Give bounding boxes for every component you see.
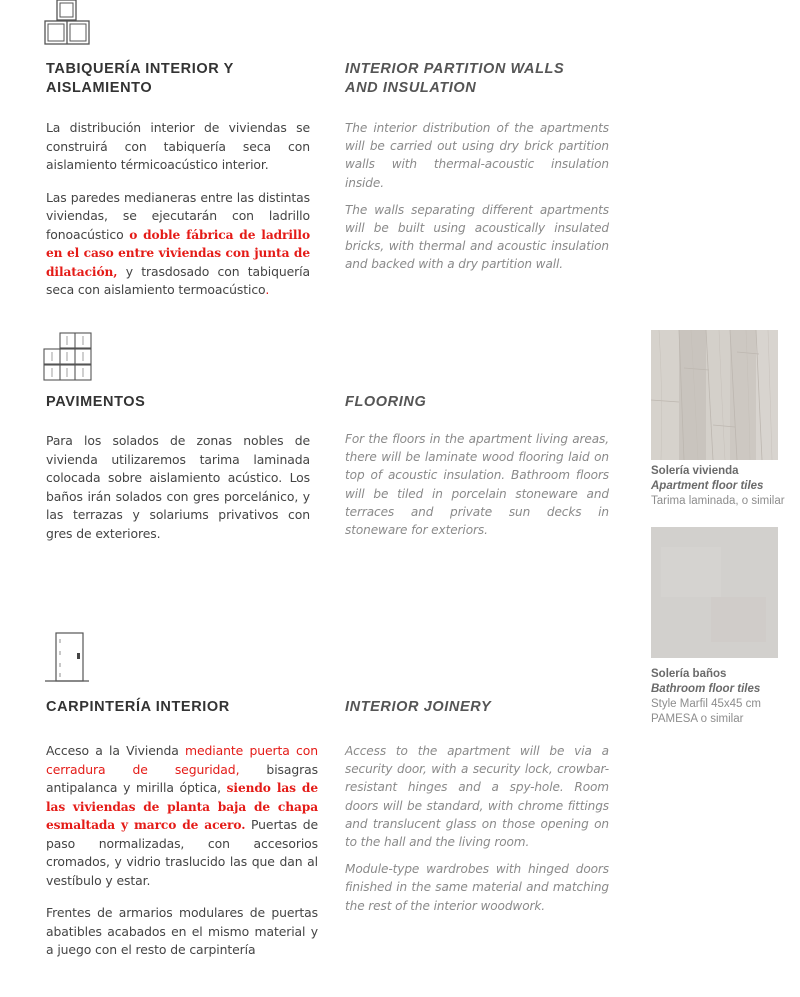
- flooring-en-p1: For the floors in the apartment living areas, there will be laminate wood flooring laid on top of acoustic insulation. Bathroom floors will be tiled in porcelain stoneware and terraces and private sun decks in stoneware for exteriors.: [345, 432, 609, 538]
- joinery-title-en: INTERIOR JOINERY: [345, 699, 492, 715]
- flooring-es-p1: Para los solados de zonas nobles de vivienda utilizaremos tarima laminada colocada sobre aislamiento acústico. Los baños irán solados con gres porcelánico, y las terrazas y solariums privativos con gres de exteriores.: [46, 433, 310, 541]
- joinery-en-p1: Access to the apartment will be via a security door, with a security lock, crowbar-resistant hinges and a spy-hole. Room doors will be standard, with chrome fittings and translucent glass on those opening on to the hall and the living room.: [345, 744, 609, 850]
- bath-caption: [651, 667, 800, 727]
- stacked-boxes-icon: [43, 0, 91, 46]
- floor-caption: [651, 464, 800, 509]
- partition-text-en: [345, 119, 609, 283]
- joinery-text-es: [46, 742, 318, 974]
- partition-text-es: [46, 119, 310, 314]
- bathroom-tile-photo: [651, 527, 778, 658]
- laminate-floor-photo: [651, 330, 778, 460]
- flooring-text-en: [345, 430, 609, 548]
- partition-en-p2: The walls separating different apartments will be built using acoustically insulated bricks, with thermal and acoustic insulation and backed with a dry partition wall.: [345, 202, 609, 272]
- door-icon: [45, 631, 89, 683]
- partition-title-en: INTERIOR PARTITION WALLS AND INSULATION: [345, 61, 565, 96]
- joinery-es-p2: Frentes de armarios modulares de puertas abatibles acabados en el mismo material y a juego con el resto de carpintería: [46, 905, 318, 957]
- floor-tiles-icon: [43, 332, 93, 382]
- partition-es-p2: Las paredes medianeras entre las distintas viviendas, se ejecutarán con ladrillo fonoacústico o doble fábrica de ladrillo en el caso entre viviendas con junta de dilatación, y trasdosado con tabiquería seca con aislamiento termoacústico.: [46, 189, 310, 297]
- partition-title-es: TABIQUERÍA INTERIOR Y AISLAMIENTO: [46, 61, 234, 96]
- joinery-en-p2: Module-type wardrobes with hinged doors finished in the same material and matching the rest of the interior woodwork.: [345, 862, 609, 913]
- joinery-es-highlight-2: siendo las de las viviendas de planta baja de chapa esmaltada y marco de acero.: [46, 781, 318, 832]
- bath-caption-title: Solería baños: [651, 668, 727, 680]
- joinery-title-es: CARPINTERÍA INTERIOR: [46, 699, 230, 715]
- flooring-title-en: FLOORING: [345, 394, 427, 410]
- bath-caption-subtitle: Bathroom floor tiles: [651, 683, 761, 695]
- partition-es-highlight: o doble fábrica de ladrillo en el caso entre viviendas con junta de dilatación,: [46, 227, 310, 279]
- joinery-es-highlight-1: mediante puerta con cerradura de seguridad,: [46, 743, 318, 777]
- bath-caption-text-2: PAMESA o similar: [651, 713, 744, 725]
- joinery-text-en: [345, 742, 609, 924]
- partition-en-p1: The interior distribution of the apartments will be carried out using dry brick partition walls with thermal-acoustic insulation inside.: [345, 121, 609, 190]
- floor-caption-subtitle: Apartment floor tiles: [651, 480, 764, 492]
- flooring-title-es: PAVIMENTOS: [46, 394, 146, 410]
- partition-es-p1: La distribución interior de viviendas se construirá con tabiquería seca con aislamiento térmicoacústico interior.: [46, 120, 310, 172]
- floor-caption-title: Solería vivienda: [651, 465, 739, 477]
- flooring-text-es: [46, 432, 310, 557]
- floor-caption-text: Tarima laminada, o similar: [651, 495, 785, 507]
- joinery-es-p1: Acceso a la Vivienda mediante puerta con cerradura de seguridad, bisagras antipalanca y mirilla óptica, siendo las de las viviendas de planta baja de chapa esmaltada y marco de acero. Puertas de paso normalizadas, con accesorios cromados, y vidrio traslucido las que dan al vestíbulo y estar.: [46, 743, 318, 888]
- bath-caption-text-1: Style Marfil 45x45 cm: [651, 698, 761, 710]
